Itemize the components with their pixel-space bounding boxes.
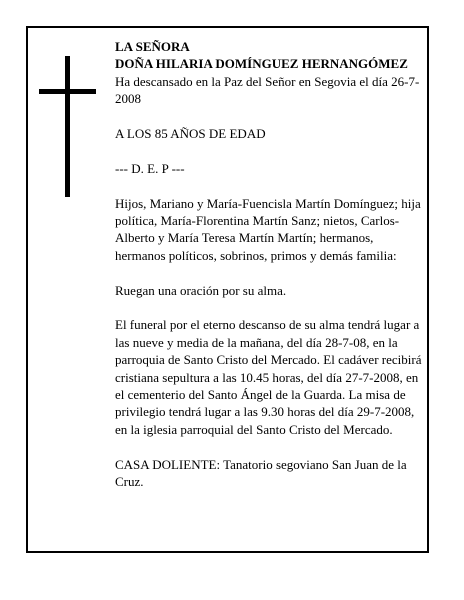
death-announcement: Ha descansado en la Paz del Señor en Segovia el día 26-7-2008 <box>115 73 420 107</box>
deceased-name: DOÑA HILARIA DOMÍNGUEZ HERNANGÓMEZ <box>115 56 408 72</box>
title-line: LA SEÑORA <box>115 39 190 54</box>
rip-line: --- D. E. P --- <box>115 160 185 176</box>
family-paragraph: Hijos, Mariano y María-Fuencisla Martín Domínguez; hija política, María-Florentina Martín Sanz; nietos, Carlos-Alberto y María Teresa Martín Martín; hermanos, hermanos políticos, sobrinos, primos y demás familia: <box>115 195 421 263</box>
age-line: A LOS 85 AÑOS DE EDAD <box>115 126 266 142</box>
cross-horizontal-bar <box>39 89 96 94</box>
prayer-line: Ruegan una oración por su alma. <box>115 282 287 298</box>
funeral-paragraph: El funeral por el eterno descanso de su alma tendrá lugar a las nueve y media de la mañana, del día 28-7-08, en la parroquia de Santo Cristo del Mercado. El cadáver recibirá cristiana sepultura a las 10.45 horas, del día 27-7-2008, en el cementerio del Santo Ángel de la Guarda. La misa de privilegio tendrá lugar a las 9.30 horas del día 29-7-2008, en la iglesia parroquial del Santo Cristo del Mercado. <box>115 317 422 437</box>
house-line: CASA DOLIENTE: Tanatorio segoviano San Juan de la Cruz. <box>115 456 407 490</box>
cross-vertical-bar <box>65 56 70 197</box>
obituary-text <box>115 38 425 490</box>
